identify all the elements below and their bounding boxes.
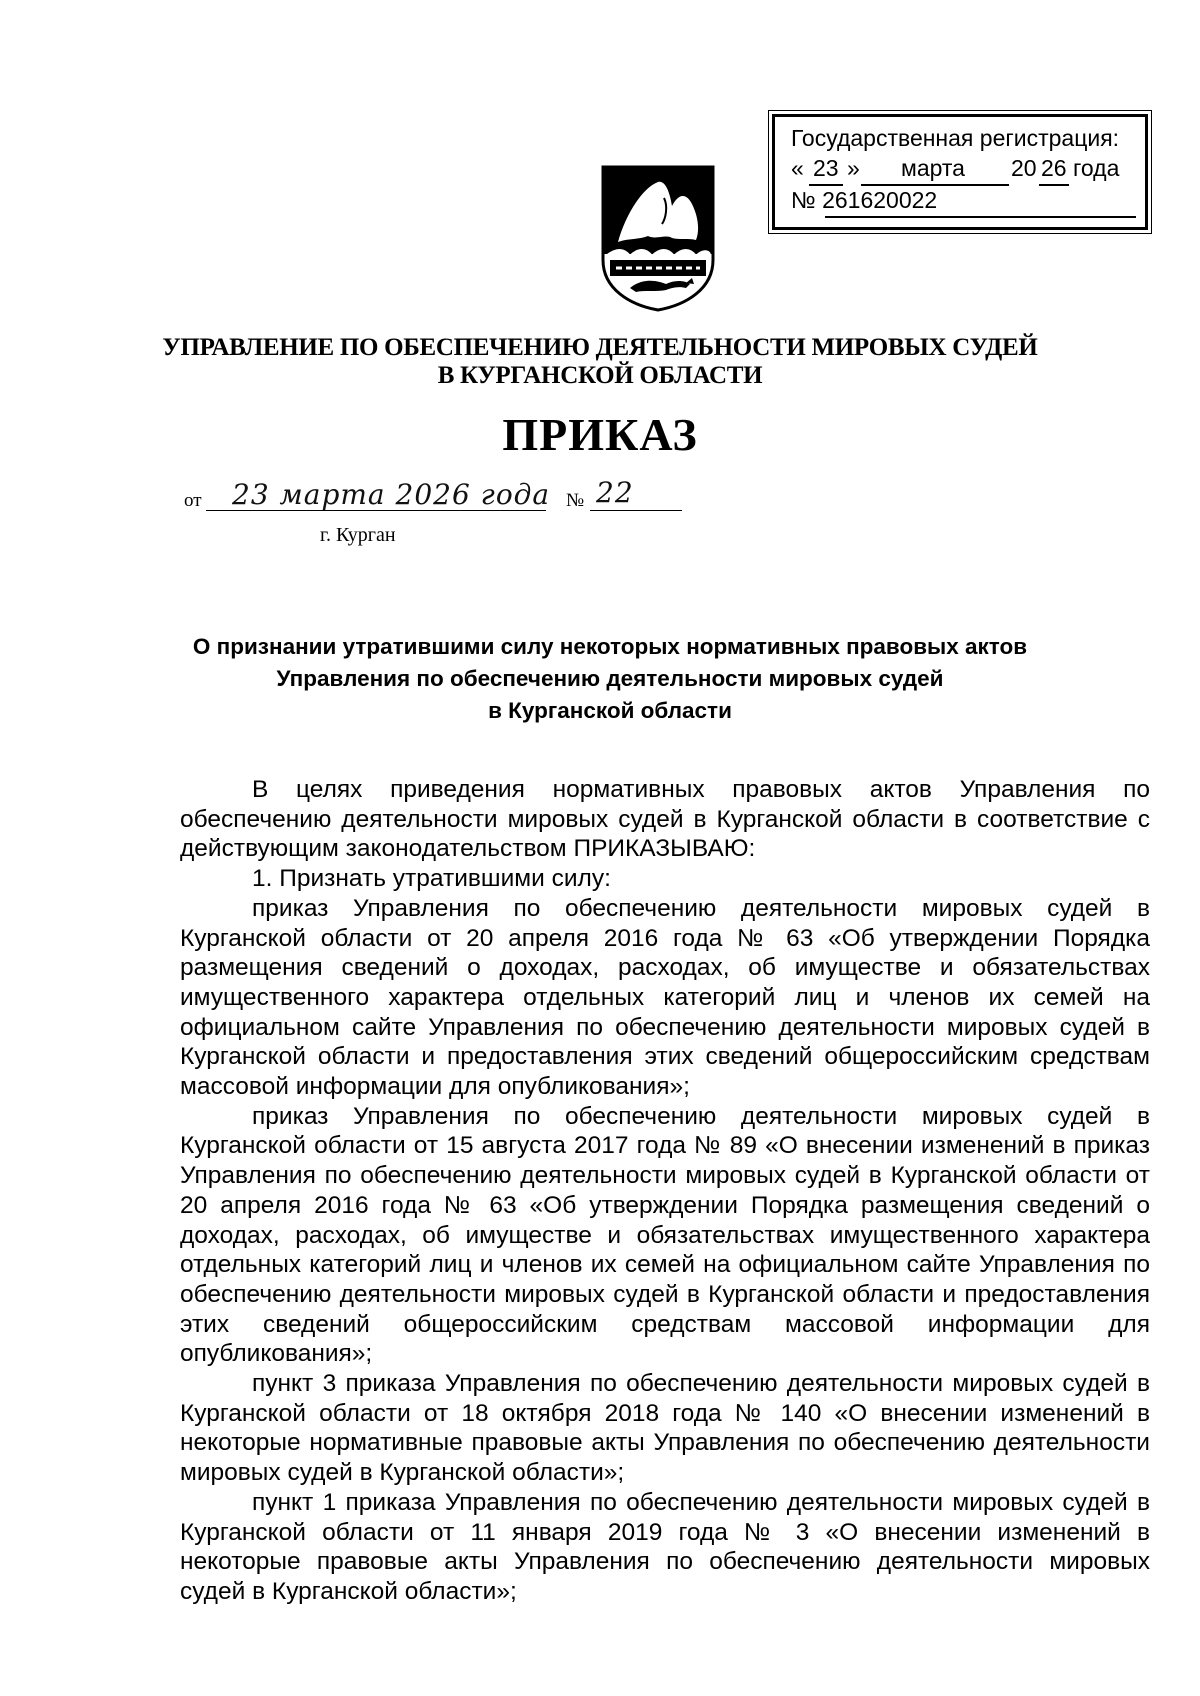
date-label: от xyxy=(184,490,202,511)
registration-year-word: года xyxy=(1073,155,1120,181)
document-title-line3: в Курганской области xyxy=(488,698,732,723)
body-paragraph: пункт 1 приказа Управления по обеспечению деятельности мировых судей в Курганской области от 11 января 2019 года № 3 «О внесении изменений в некоторые правовые акты Управления по обеспечению деятельности мировых судей в Курганской области»; xyxy=(180,1488,1150,1605)
registration-number-underline xyxy=(825,216,1136,218)
registration-year-suffix: 26 xyxy=(1041,155,1067,181)
registration-month: марта xyxy=(901,155,965,181)
handwritten-date: 23 марта 2026 года xyxy=(232,478,551,511)
registration-title: Государственная регистрация: xyxy=(791,125,1120,151)
body-paragraph: пункт 3 приказа Управления по обеспечению деятельности мировых судей в Курганской области от 18 октября 2018 года № 140 «О внесении изменений в некоторые нормативные правовые акты Управления по обеспечению деятельности мировых судей в Курганской области»; xyxy=(180,1370,1150,1487)
body-paragraph: 1. Признать утратившими силу: xyxy=(252,865,611,893)
registration-date xyxy=(791,157,1136,187)
registration-year-prefix: 20 xyxy=(1011,155,1037,181)
registration-day-open: « xyxy=(791,155,804,181)
document-title-line1: О признании утратившими силу некоторых нормативных правовых актов xyxy=(192,634,1028,659)
coat-of-arms-icon xyxy=(600,164,716,312)
city-label: г. Курган xyxy=(320,524,396,546)
number-underline xyxy=(590,510,682,511)
document-title-line2: Управления по обеспечению деятельности мировых судей xyxy=(276,666,944,691)
body-paragraph: приказ Управления по обеспечению деятельности мировых судей в Курганской области от 20 апреля 2016 года № 63 «Об утверждении Порядка размещения сведений о доходах, расходах, об имуществе и обязательствах имущественного характера отдельных категорий лиц и членов их семей на официальном сайте Управления по обеспечению деятельности мировых судей в Курганской области и предоставления этих сведений общероссийским средствам массовой информации для опубликования»; xyxy=(180,894,1150,1101)
registration-day-close: » xyxy=(847,155,860,181)
registration-day: 23 xyxy=(813,155,839,181)
registration-number-label: № xyxy=(791,187,816,213)
handwritten-number: 22 xyxy=(596,476,634,509)
registration-stamp xyxy=(772,114,1148,230)
registration-year-underline xyxy=(1039,184,1069,186)
document-type-heading: ПРИКАЗ xyxy=(502,409,698,460)
body-paragraph: В целях приведения нормативных правовых актов Управления по обеспечению деятельности мировых судей в Курганской области в соответствие с действующим законодательством ПРИКАЗЫВАЮ: xyxy=(180,776,1150,863)
registration-month-underline xyxy=(861,184,1009,186)
organization-name-line2: В КУРГАНСКОЙ ОБЛАСТИ xyxy=(437,362,763,389)
body-paragraph: приказ Управления по обеспечению деятельности мировых судей в Курганской области от 15 августа 2017 года № 89 «О внесении изменений в приказ Управления по обеспечению деятельности мировых судей в Курганской области от 20 апреля 2016 года № 63 «Об утверждении Порядка размещения сведений о доходах, расходах, об имуществе и обязательствах имущественного характера отдельных категорий лиц и членов их семей на официальном сайте Управления по обеспечению деятельности мировых судей в Курганской области и предоставления этих сведений общероссийским средствам массовой информации для опубликования»; xyxy=(180,1102,1150,1368)
document-body xyxy=(180,775,1150,1607)
registration-number xyxy=(791,189,1136,212)
number-label: № xyxy=(566,490,585,511)
organization-name-line1: УПРАВЛЕНИЕ ПО ОБЕСПЕЧЕНИЮ ДЕЯТЕЛЬНОСТИ МИРОВЫХ СУДЕЙ xyxy=(162,334,1038,361)
registration-day-underline xyxy=(809,184,843,186)
registration-number-value: 261620022 xyxy=(822,187,938,213)
